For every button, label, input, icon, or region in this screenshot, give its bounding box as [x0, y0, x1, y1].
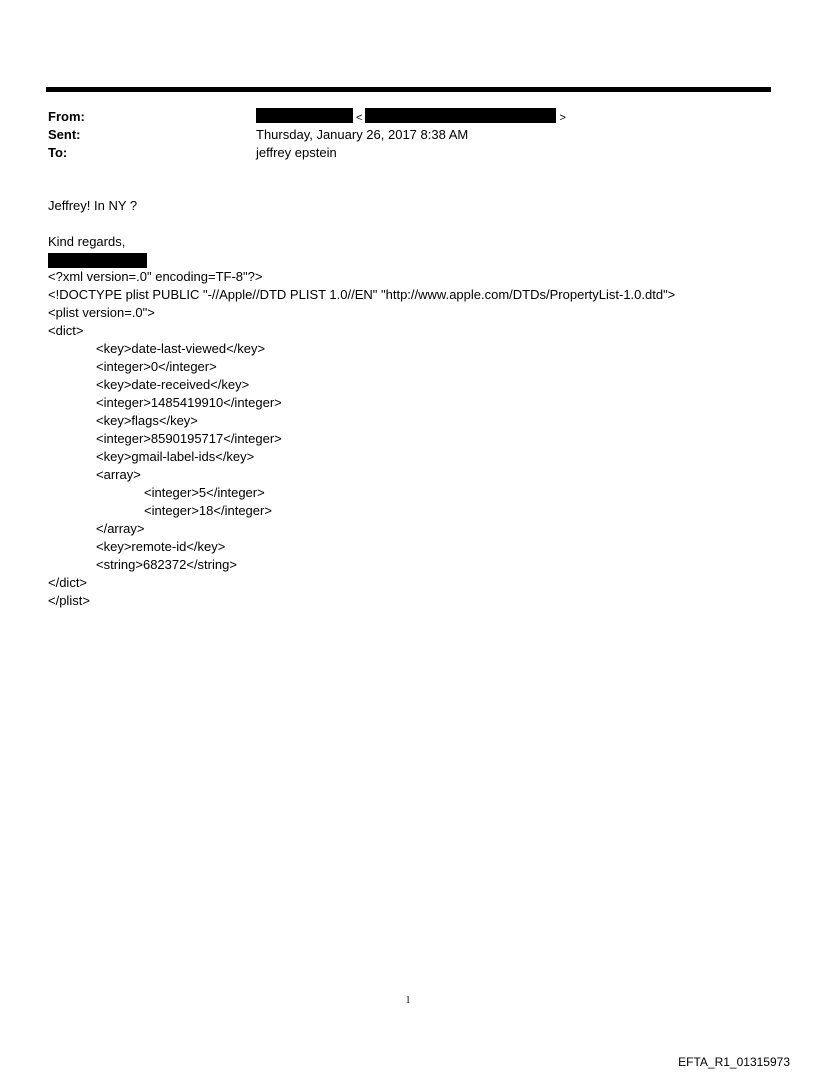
from-label: From:: [48, 109, 85, 124]
xml-line: </plist>: [48, 593, 90, 608]
plist-xml-block: [48, 268, 768, 610]
xml-line: <array>: [96, 467, 141, 482]
blank-line: [48, 215, 768, 233]
greeting-line: Jeffrey! In NY ?: [48, 198, 138, 213]
xml-line: <dict>: [48, 323, 84, 338]
email-close-bracket: >: [559, 112, 566, 124]
document-id: EFTA_R1_01315973: [678, 1055, 790, 1069]
xml-line: <key>date-last-viewed</key>: [96, 341, 266, 356]
email-header: [48, 108, 768, 162]
sent-value: Thursday, January 26, 2017 8:38 AM: [256, 127, 469, 142]
sent-row: [48, 126, 768, 144]
xml-line: <integer>0</integer>: [96, 359, 217, 374]
xml-line: </dict>: [48, 575, 88, 590]
closing-line: Kind regards,: [48, 234, 126, 249]
sent-label: Sent:: [48, 127, 81, 142]
xml-line: <!DOCTYPE plist PUBLIC "-//Apple//DTD PLIST 1.0//EN" "http://www.apple.com/DTDs/PropertyList-1.0.dtd">: [48, 287, 676, 302]
email-open-bracket: <: [356, 112, 363, 124]
xml-line: <string>682372</string>: [96, 557, 237, 572]
xml-line: <key>remote-id</key>: [96, 539, 226, 554]
redacted-signature: [48, 253, 147, 268]
xml-line: <key>date-received</key>: [96, 377, 250, 392]
email-body: [48, 197, 768, 610]
from-value: [256, 108, 569, 127]
xml-line: <key>flags</key>: [96, 413, 198, 428]
to-value: jeffrey epstein: [256, 145, 337, 160]
xml-line: </array>: [96, 521, 145, 536]
xml-line: <integer>5</integer>: [144, 485, 265, 500]
xml-line: <integer>1485419910</integer>: [96, 395, 282, 410]
xml-line: <integer>18</integer>: [144, 503, 272, 518]
xml-line: <integer>8590195717</integer>: [96, 431, 282, 446]
xml-line: <plist version=.0">: [48, 305, 155, 320]
redacted-sender-email: [365, 108, 556, 123]
redacted-sender-name: [256, 108, 353, 123]
from-row: [48, 108, 768, 126]
xml-line: <?xml version=.0" encoding=TF-8"?>: [48, 269, 263, 284]
xml-line: <key>gmail-label-ids</key>: [96, 449, 255, 464]
to-row: [48, 144, 768, 162]
to-label: To:: [48, 145, 68, 160]
page-number: 1: [405, 995, 411, 1006]
header-rule: [46, 87, 771, 92]
